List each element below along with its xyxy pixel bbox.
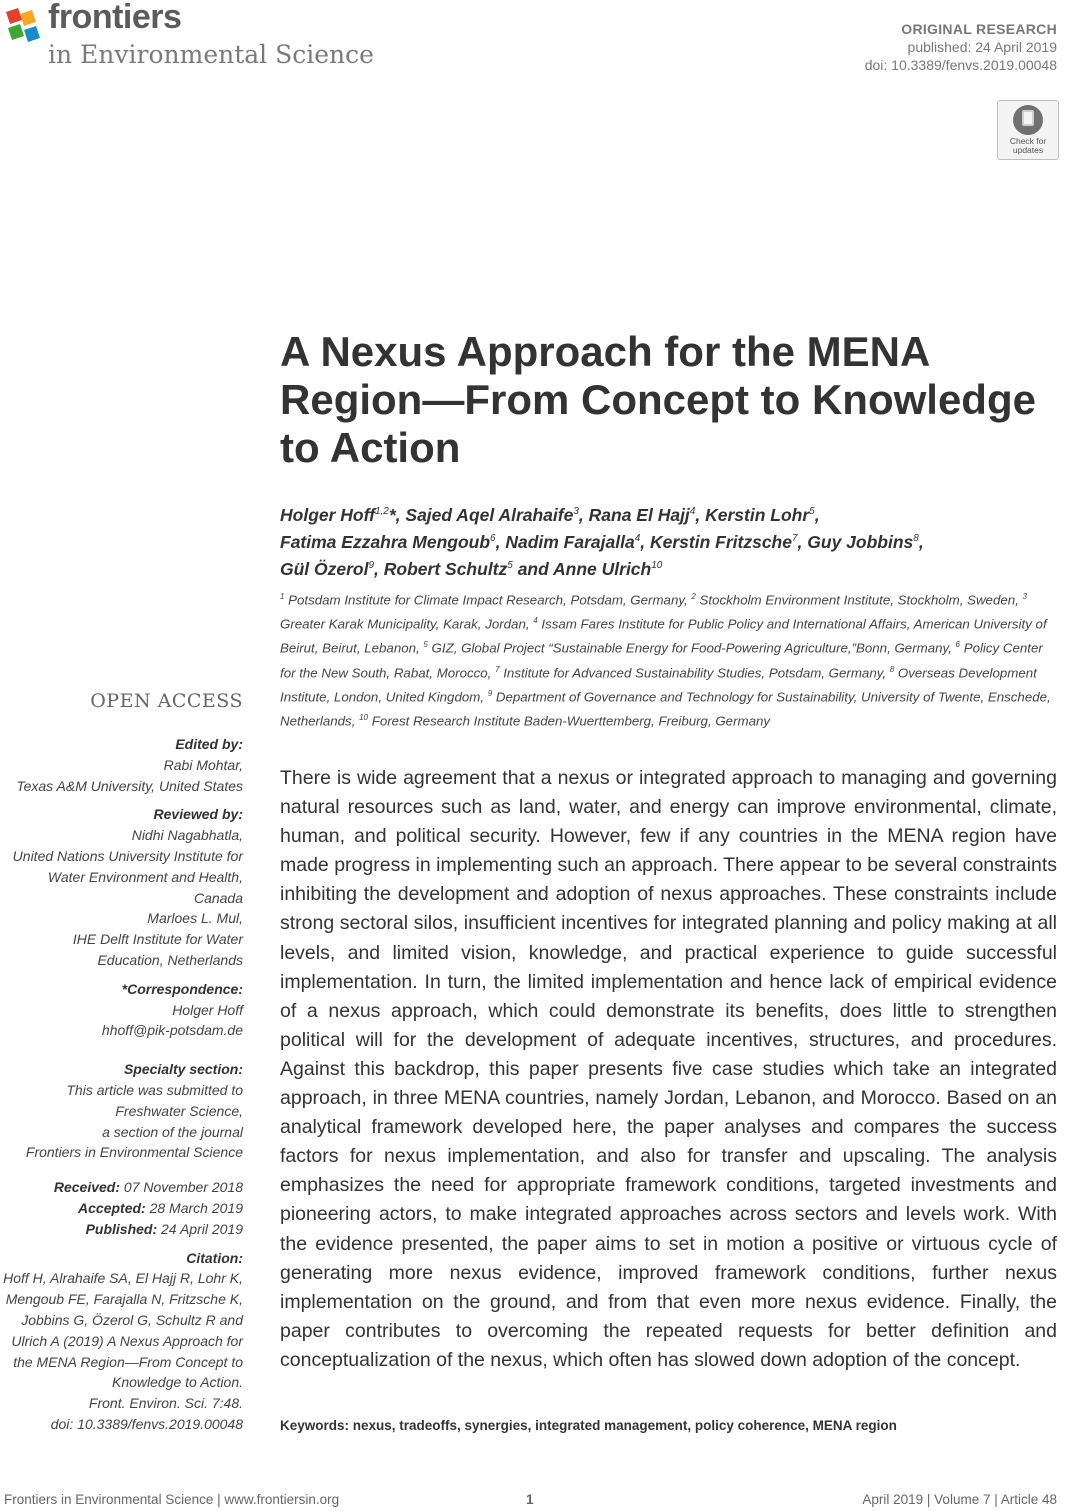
- author-name[interactable]: Rana El Hajj: [588, 504, 690, 525]
- author-affiliation-mark: 6: [490, 532, 496, 544]
- accepted-label: Accepted:: [78, 1199, 146, 1216]
- affiliation-list: [280, 587, 1060, 732]
- specialty-section: [3, 1059, 243, 1163]
- author-name[interactable]: Sajed Aqel Alrahaife: [405, 504, 574, 525]
- page-number: 1: [526, 1492, 534, 1507]
- sidebar-line: Education, Netherlands: [97, 951, 243, 968]
- sidebar-line: Hoff H, Alrahaife SA, El Hajj R, Lohr K,: [3, 1270, 243, 1287]
- affiliation-number: 1: [280, 592, 285, 601]
- author-name[interactable]: Kerstin Fritzsche: [650, 531, 792, 552]
- sidebar-line: IHE Delft Institute for Water: [72, 931, 243, 948]
- affiliation-number: 3: [1022, 592, 1027, 601]
- affiliation-text: Policy Center for the New South, Rabat, Morocco,: [280, 640, 1043, 681]
- article-doi[interactable]: doi: 10.3389/fenvs.2019.00048: [864, 57, 1057, 73]
- affiliation-number: 10: [359, 713, 368, 723]
- author-affiliation-mark: 1,2: [374, 506, 389, 517]
- edited-by-heading: Edited by:: [175, 736, 243, 752]
- affiliation-text: Institute for Advanced Sustainability Studies, Potsdam, Germany,: [499, 665, 890, 681]
- affiliation-number: 9: [487, 688, 493, 698]
- sidebar-line: United Nations University Institute for: [12, 847, 243, 864]
- correspondence-email[interactable]: hhoff@pik-potsdam.de: [101, 1022, 243, 1039]
- sidebar-line: a section of the journal: [102, 1123, 243, 1140]
- citation-section: [3, 1248, 243, 1435]
- received-label: Received:: [53, 1179, 121, 1196]
- author-affiliation-mark: 7: [791, 532, 798, 544]
- author-affiliation-mark: 4: [634, 532, 641, 544]
- received-date: Received: 07 November 2018: [53, 1179, 243, 1196]
- affiliation-number: 7: [495, 664, 500, 674]
- author-separator: ,: [578, 504, 589, 525]
- affiliation-text: Stockholm Environment Institute, Stockholm, Sweden,: [695, 592, 1023, 608]
- article-meta: [865, 20, 1057, 74]
- sidebar-line: the MENA Region—From Concept to: [13, 1353, 243, 1370]
- brand-name: frontiers: [48, 0, 182, 36]
- citation-heading: Citation:: [186, 1249, 243, 1266]
- author-affiliation-mark: 10: [651, 559, 663, 571]
- footer-issue-info: April 2019 | Volume 7 | Article 48: [862, 1492, 1057, 1507]
- specialty-heading: Specialty section:: [123, 1061, 243, 1078]
- article-type: ORIGINAL RESEARCH: [901, 21, 1057, 37]
- frontiers-logo-icon: [4, 6, 44, 50]
- published-label: Published:: [85, 1220, 158, 1237]
- author-separator: ,: [374, 558, 384, 579]
- citation-doi[interactable]: doi: 10.3389/fenvs.2019.00048: [50, 1415, 243, 1432]
- dates-section: [3, 1177, 243, 1239]
- sidebar-line: This article was submitted to: [66, 1081, 243, 1098]
- affiliation-text: Issam Fares Institute for Public Policy and International Affairs, American University of Beirut, Beirut, Lebanon,: [280, 616, 1047, 656]
- correspondence-section: [3, 979, 243, 1041]
- author-affiliation-mark: 9: [368, 559, 375, 571]
- affiliation-text: GIZ, Global Project “Sustainable Energy for Food-Powering Agriculture,”Bonn, Germany,: [427, 640, 956, 656]
- author-name[interactable]: Nadim Farajalla: [505, 531, 635, 552]
- sidebar-line: Ulrich A (2019) A Nexus Approach for: [11, 1332, 243, 1349]
- author-name[interactable]: Guy Jobbins: [807, 531, 914, 552]
- reviewed-by-section: [3, 804, 243, 970]
- keywords: Keywords: nexus, tradeoffs, synergies, integrated management, policy coherence, MENA region: [280, 1418, 897, 1433]
- affiliation-number: 5: [423, 640, 428, 650]
- correspondence-heading: *Correspondence:: [121, 980, 243, 997]
- author-name[interactable]: Fatima Ezzahra Mengoub: [280, 531, 491, 552]
- author-name[interactable]: Gül Özerol: [280, 558, 369, 579]
- sidebar-line: Mengoub FE, Farajalla N, Fritzsche K,: [5, 1291, 243, 1308]
- affiliation-text: Department of Governance and Technology for Sustainability, University of Twente, Enschede, Netherlands,: [280, 689, 1051, 729]
- author-name[interactable]: Kerstin Lohr: [705, 504, 810, 525]
- affiliation-text: Overseas Development Institute, London, United Kingdom,: [280, 665, 1037, 705]
- sidebar-line: Water Environment and Health,: [47, 868, 243, 885]
- author-separator: ,: [918, 531, 924, 552]
- sidebar-line: Holger Hoff: [172, 1001, 243, 1018]
- sidebar-line: Texas A&M University, United States: [16, 777, 243, 794]
- author-list: [280, 500, 1040, 580]
- open-access-label: OPEN ACCESS: [90, 690, 243, 712]
- edited-by-section: [3, 734, 243, 796]
- journal-name: in Environmental Science: [48, 40, 374, 69]
- published-date: published: 24 April 2019: [907, 39, 1057, 55]
- reviewed-by-heading: Reviewed by:: [153, 806, 243, 823]
- author-separator: ,: [814, 504, 820, 525]
- accepted-date: Accepted: 28 March 2019: [78, 1199, 243, 1216]
- check-updates-label: Check for updates: [1009, 136, 1047, 155]
- author-affiliation-mark: 3: [573, 506, 579, 517]
- published-date-sidebar: Published: 24 April 2019: [85, 1220, 243, 1237]
- affiliation-text: Forest Research Institute Baden-Wuerttemberg, Freiburg, Germany: [368, 713, 771, 729]
- author-separator: ,: [495, 531, 506, 552]
- article-info-sidebar: [3, 734, 243, 1443]
- journal-logo[interactable]: [4, 0, 374, 74]
- sidebar-line: Jobbins G, Özerol G, Schultz R and: [21, 1311, 243, 1328]
- sidebar-line: Knowledge to Action.: [111, 1374, 243, 1391]
- author-separator: ,: [797, 531, 808, 552]
- article-title: A Nexus Approach for the MENA Region—From Concept to Knowledge to Action: [280, 328, 1036, 471]
- author-affiliation-mark: 5: [809, 506, 815, 517]
- abstract: There is wide agreement that a nexus or integrated approach to managing and governing natural resources such as land, water, and energy can improve environmental, climate, human, and political security. However, few if any countries in the MENA region have made progress in implementing such an approach. There appear to be several constraints inhibiting the development and adoption of nexus approaches. These constraints include strong sectoral silos, insufficient incentives for integrated planning and policy making at all levels, and limited vision, knowledge, and practical experience to guide successful implementation. In turn, the limited implementation and hence lack of empirical evidence of a nexus approach, which could demonstrate its benefits, does little to strengthen political will for the development of adequate incentives, structures, and procedures. Against this backdrop, this paper presents five case studies which take an integrated approach, in three MENA countries, namely Jordan, Lebanon, and Morocco. Based on an analytical framework developed here, the paper analyses and compares the success factors for nexus implementation, and also for transfer and upscaling. The analysis emphasizes the need for appropriate framework conditions, targeted investments and pioneering actors, to make integrated approaches across sectors and levels work. With the evidence presented, the paper aims to set in motion a positive or virtuous cycle of generating more nexus evidence, improved framework conditions, further nexus implementation on the ground, and from that even more nexus evidence. Finally, the paper contributes to overcoming the repeated requests for better definition and conceptualization of the nexus, which often has slowed down adoption of the concept.: [280, 767, 1057, 1371]
- sidebar-line: Nidhi Nagabhatla,: [131, 827, 243, 844]
- footer-journal-link[interactable]: Frontiers in Environmental Science | www.frontiersin.org: [4, 1492, 340, 1507]
- author-name[interactable]: Robert Schultz: [383, 558, 508, 579]
- affiliation-text: Potsdam Institute for Climate Impact Research, Potsdam, Germany,: [284, 592, 692, 608]
- author-affiliation-mark: 5: [507, 559, 513, 571]
- affiliation-number: 2: [691, 592, 696, 601]
- affiliation-number: 6: [955, 640, 960, 650]
- sidebar-line: Marloes L. Mul,: [147, 910, 243, 927]
- author-separator: ,: [640, 531, 650, 552]
- crossmark-icon: [1013, 105, 1043, 135]
- author-name[interactable]: Anne Ulrich: [553, 558, 652, 579]
- author-separator: ,: [695, 504, 706, 525]
- sidebar-line: Canada: [193, 889, 243, 906]
- author-separator: and: [512, 558, 554, 579]
- sidebar-line: Front. Environ. Sci. 7:48.: [88, 1395, 243, 1412]
- sidebar-line: Frontiers in Environmental Science: [25, 1144, 243, 1161]
- author-name[interactable]: Holger Hoff: [280, 504, 375, 525]
- sidebar-line: Freshwater Science,: [115, 1102, 243, 1119]
- affiliation-text: Greater Karak Municipality, Karak, Jordan,: [280, 616, 534, 632]
- author-affiliation-mark: 8: [913, 532, 919, 544]
- affiliation-number: 8: [889, 664, 895, 674]
- affiliation-number: 4: [533, 616, 538, 626]
- check-for-updates-button[interactable]: [997, 100, 1059, 160]
- author-affiliation-mark: 4: [689, 506, 696, 517]
- author-separator: *,: [388, 504, 406, 525]
- sidebar-line: Rabi Mohtar,: [163, 756, 243, 773]
